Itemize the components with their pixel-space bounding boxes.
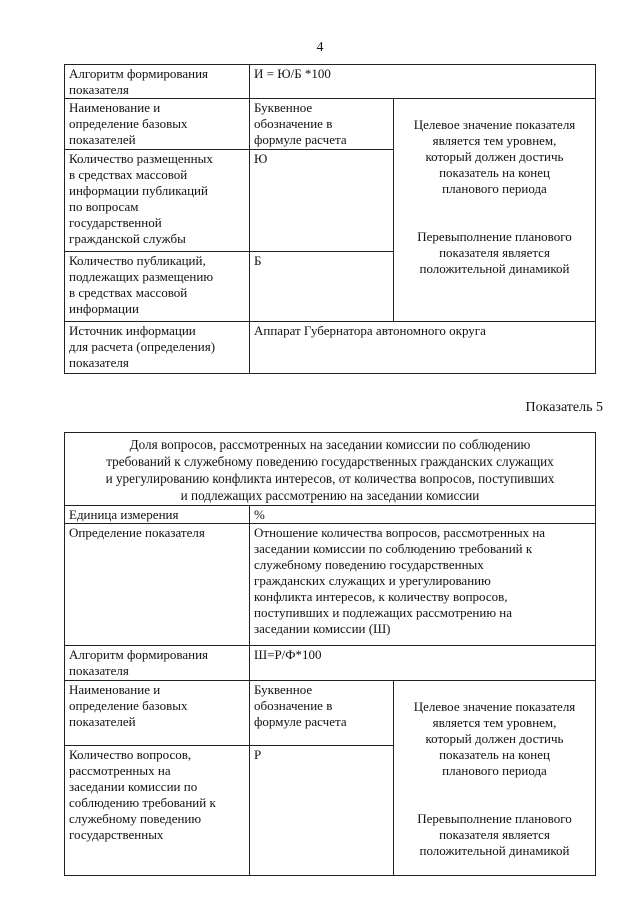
target-note-cell — [394, 681, 596, 876]
target-note-cell — [394, 99, 596, 322]
indicator-5-table — [64, 432, 596, 876]
overfulfil-note: Перевыполнение планового показателя является положительной динамикой — [417, 229, 572, 276]
base-indicators-header: Наименование и определение базовых показателей — [65, 681, 250, 746]
base-indicator-name: Количество публикаций, подлежащих размещению в средствах массовой информации — [65, 252, 250, 322]
table-row — [65, 65, 596, 99]
source-value: Аппарат Губернатора автономного округа — [250, 322, 596, 374]
target-note: Целевое значение показателя является тем уровнем, который должен достичь показатель на конец планового периода — [413, 699, 576, 778]
base-indicator-symbol: Р — [250, 746, 394, 876]
page-number: 4 — [316, 40, 324, 55]
table-row — [65, 506, 596, 524]
definition-value: Отношение количества вопросов, рассмотренных на заседании комиссии по соблюдению требований к служебному поведению государственных гражданских служащих и урегулированию конфликта интересов, к количеству вопросов, поступивших и подлежащих рассмотрению на заседании комиссии (Ш) — [250, 524, 596, 646]
table-row — [65, 322, 596, 374]
indicator-4-table — [64, 64, 596, 374]
unit-value: % — [250, 506, 596, 524]
indicator-5-label: Показатель 5 — [525, 400, 603, 415]
target-note: Целевое значение показателя является тем уровнем, который должен достичь показатель на конец планового периода — [413, 117, 576, 196]
definition-label: Определение показателя — [65, 524, 250, 646]
symbol-header: Буквенное обозначение в формуле расчета — [250, 681, 394, 746]
base-indicators-header: Наименование и определение базовых показателей — [65, 99, 250, 150]
unit-label: Единица измерения — [65, 506, 250, 524]
table-row — [65, 524, 596, 646]
algorithm-formula: Ш=Р/Ф*100 — [250, 646, 596, 681]
table-row — [65, 681, 596, 746]
base-indicator-symbol: Ю — [250, 150, 394, 252]
base-indicator-symbol: Б — [250, 252, 394, 322]
symbol-header: Буквенное обозначение в формуле расчета — [250, 99, 394, 150]
algorithm-label: Алгоритм формирования показателя — [65, 65, 250, 99]
table-row — [65, 433, 596, 506]
source-label: Источник информации для расчета (определения) показателя — [65, 322, 250, 374]
table-row — [65, 99, 596, 150]
base-indicator-name: Количество вопросов, рассмотренных на заседании комиссии по соблюдению требований к служебному поведению государственных — [65, 746, 250, 876]
algorithm-label: Алгоритм формирования показателя — [65, 646, 250, 681]
algorithm-formula: И = Ю/Б *100 — [250, 65, 596, 99]
indicator-5-title: Доля вопросов, рассмотренных на заседании комиссии по соблюдению требований к служебному поведению государственных гражданских служащих и урегулированию конфликта интересов, от количества вопросов, поступивших и подлежащих рассмотрению на заседании комиссии — [65, 433, 596, 506]
base-indicator-name: Количество размещенных в средствах массовой информации публикаций по вопросам государственной гражданской службы — [65, 150, 250, 252]
overfulfil-note: Перевыполнение планового показателя является положительной динамикой — [417, 811, 572, 858]
table-row — [65, 646, 596, 681]
